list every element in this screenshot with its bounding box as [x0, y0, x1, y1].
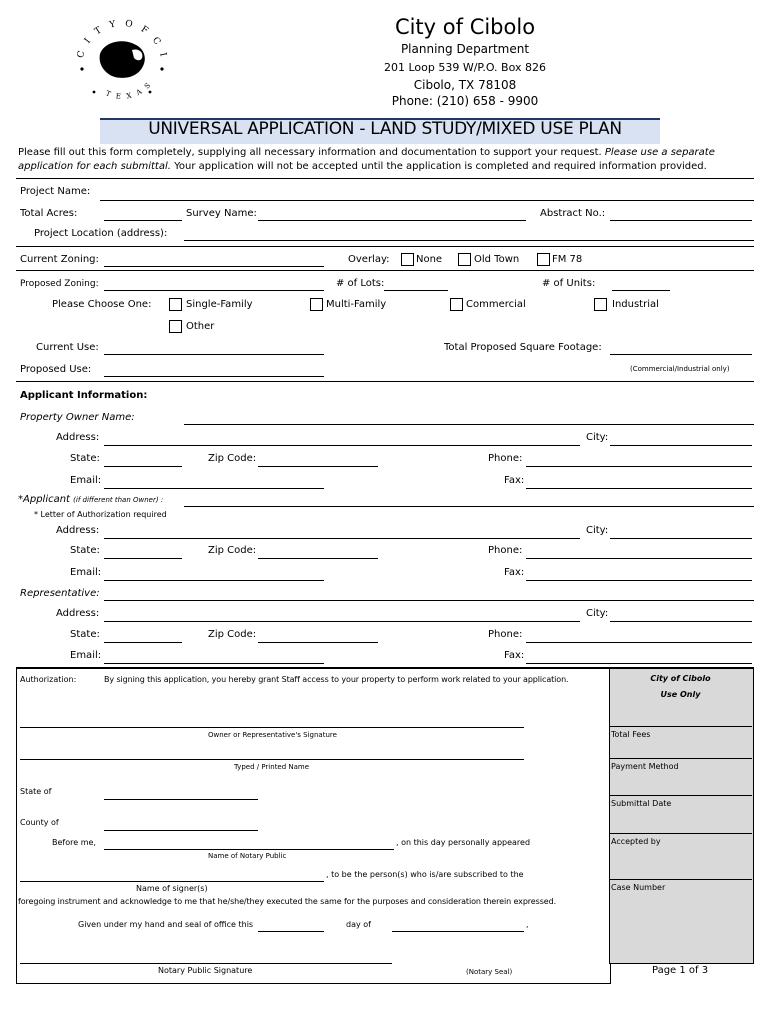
rep-address-label: Address: [56, 608, 100, 619]
office-divider [609, 726, 752, 727]
rep-zip-field[interactable] [258, 642, 378, 643]
payment-method-label: Payment Method [611, 762, 679, 771]
state-of-label: State of [20, 787, 52, 796]
single-family-label: Single-Family [186, 299, 253, 310]
applicant-phone-field[interactable] [526, 558, 752, 559]
industrial-label: Industrial [612, 299, 659, 310]
applicant-label [18, 494, 163, 505]
intro-text-1-italic: Please use a separate [604, 147, 715, 158]
applicant-zip-field[interactable] [258, 558, 378, 559]
project-name-label: Project Name: [20, 186, 91, 197]
office-divider [609, 879, 752, 880]
proposed-use-field[interactable] [104, 376, 324, 377]
rep-address-field[interactable] [104, 621, 580, 622]
owner-address-field[interactable] [104, 445, 580, 446]
svg-text:T E X A S: T E X A S [104, 80, 154, 101]
authorization-label: Authorization: [20, 675, 77, 684]
rep-city-field[interactable] [610, 621, 752, 622]
notary-signature-label: Notary Public Signature [158, 966, 253, 975]
applicant-phone-label: Phone: [488, 545, 523, 556]
printed-name-field[interactable] [20, 759, 524, 760]
other-checkbox[interactable] [169, 320, 182, 333]
personally-appeared-text: , on this day personally appeared [396, 838, 531, 847]
current-zoning-field[interactable] [104, 266, 324, 267]
county-of-field[interactable] [104, 830, 258, 831]
owner-state-field[interactable] [104, 466, 182, 467]
owner-zip-label: Zip Code: [208, 453, 257, 464]
case-number-label: Case Number [611, 883, 666, 892]
owner-signature-field[interactable] [20, 727, 524, 728]
rep-phone-label: Phone: [488, 629, 523, 640]
overlay-none-checkbox[interactable] [401, 253, 414, 266]
office-divider [609, 795, 752, 796]
given-month-field[interactable] [392, 931, 524, 932]
applicant-state-field[interactable] [104, 558, 182, 559]
survey-name-label: Survey Name: [186, 208, 257, 219]
owner-zip-field[interactable] [258, 466, 378, 467]
other-label: Other [186, 321, 215, 332]
applicant-fax-label: Fax: [504, 567, 525, 578]
address-line-2: Cibolo, TX 78108 [413, 78, 517, 92]
total-sqft-field[interactable] [610, 354, 752, 355]
applicant-note: (if different than Owner) : [73, 496, 164, 504]
rep-fax-label: Fax: [504, 650, 525, 661]
applicant-city-field[interactable] [610, 538, 752, 539]
overlay-label: Overlay: [348, 254, 390, 265]
office-divider [609, 758, 752, 759]
before-me-label: Before me, [52, 838, 96, 847]
overlay-fm78-label: FM 78 [552, 254, 583, 265]
representative-label: Representative: [20, 588, 100, 599]
intro-line-2 [18, 161, 707, 172]
overlay-old-town-label: Old Town [474, 254, 520, 265]
rep-state-label: State: [70, 629, 100, 640]
rep-zip-label: Zip Code: [208, 629, 257, 640]
notary-name-label: Name of Notary Public [208, 852, 287, 860]
submittal-date-label: Submittal Date [611, 799, 672, 808]
notary-name-field[interactable] [104, 849, 394, 850]
authorization-box [16, 667, 611, 984]
overlay-none-label: None [416, 254, 443, 265]
notary-seal-label: (Notary Seal) [466, 968, 513, 976]
total-fees-label: Total Fees [611, 730, 651, 739]
day-of-label: day of [346, 920, 371, 929]
abstract-no-field[interactable] [610, 220, 752, 221]
please-choose-label: Please Choose One: [52, 299, 152, 310]
owner-email-field[interactable] [104, 488, 324, 489]
office-title-1: City of Cibolo [650, 674, 711, 683]
intro-text-2: Your application will not be accepted until the application is completed and required information provided. [174, 161, 707, 172]
proposed-use-label: Proposed Use: [20, 364, 92, 375]
applicant-heading: Applicant Information: [20, 390, 148, 401]
intro-text-1: Please fill out this form completely, supplying all necessary information and documentation to support your request. [18, 147, 602, 158]
given-text: Given under my hand and seal of office this [78, 920, 254, 929]
owner-address-label: Address: [56, 432, 100, 443]
county-of-label: County of [20, 818, 59, 827]
num-lots-field[interactable] [384, 290, 448, 291]
applicant-address-label: Address: [56, 525, 100, 536]
owner-fax-label: Fax: [504, 475, 525, 486]
commercial-checkbox[interactable] [450, 298, 463, 311]
letter-note: * Letter of Authorization required [34, 510, 167, 519]
applicant-zip-label: Zip Code: [208, 545, 257, 556]
overlay-old-town-checkbox[interactable] [458, 253, 471, 266]
phone-line: Phone: (210) 658 - 9900 [391, 94, 539, 108]
proposed-zoning-field[interactable] [104, 290, 324, 291]
owner-city-label: City: [586, 432, 609, 443]
applicant-city-label: City: [586, 525, 609, 536]
owner-name-field[interactable] [184, 424, 754, 425]
total-acres-field[interactable] [104, 220, 182, 221]
commercial-note: (Commercial/Industrial only) [630, 365, 730, 373]
num-units-label: # of Units: [542, 278, 596, 289]
single-family-checkbox[interactable] [169, 298, 182, 311]
multi-family-checkbox[interactable] [310, 298, 323, 311]
department: Planning Department [400, 42, 530, 56]
divider [16, 178, 754, 179]
svg-text:C I T Y O F C I B O L O: C I T Y O F C I [75, 18, 169, 61]
divider [16, 270, 754, 271]
office-title-2: Use Only [660, 690, 701, 699]
representative-name-field[interactable] [104, 600, 754, 601]
given-day-field[interactable] [258, 931, 324, 932]
applicant-label-text: *Applicant [18, 494, 70, 505]
applicant-email-label: Email: [70, 567, 102, 578]
rep-city-label: City: [586, 608, 609, 619]
project-location-field[interactable] [184, 240, 754, 241]
accepted-by-label: Accepted by [611, 837, 661, 846]
foregoing-text: foregoing instrument and acknowledge to me that he/she/they executed the same for the purposes and consideration therein expressed. [18, 897, 557, 906]
proposed-zoning-label: Proposed Zoning: [20, 279, 99, 289]
survey-name-field[interactable] [258, 220, 526, 221]
divider [16, 246, 754, 247]
state-of-field[interactable] [104, 799, 258, 800]
applicant-email-field[interactable] [104, 580, 324, 581]
current-use-field[interactable] [104, 354, 324, 355]
current-zoning-label: Current Zoning: [20, 254, 99, 265]
num-units-field[interactable] [612, 290, 670, 291]
form-title: UNIVERSAL APPLICATION - LAND STUDY/MIXED USE PLAN [148, 119, 622, 139]
current-use-label: Current Use: [36, 342, 99, 353]
applicant-state-label: State: [70, 545, 100, 556]
owner-state-label: State: [70, 453, 100, 464]
total-sqft-label: Total Proposed Square Footage: [444, 342, 602, 353]
total-acres-label: Total Acres: [20, 208, 78, 219]
comma: , [526, 920, 529, 929]
multi-family-label: Multi-Family [326, 299, 387, 310]
divider [16, 381, 754, 382]
signer-name-field[interactable] [20, 881, 324, 882]
rep-email-field[interactable] [104, 663, 324, 664]
office-divider [609, 833, 752, 834]
rep-fax-field[interactable] [526, 663, 752, 664]
num-lots-label: # of Lots: [336, 278, 385, 289]
applicant-fax-field[interactable] [526, 580, 752, 581]
owner-city-field[interactable] [610, 445, 752, 446]
intro-line-1 [18, 147, 715, 158]
applicant-name-field[interactable] [184, 506, 754, 507]
abstract-no-label: Abstract No.: [540, 208, 606, 219]
rep-state-field[interactable] [104, 642, 182, 643]
office-use-panel [609, 667, 754, 964]
owner-phone-field[interactable] [526, 466, 752, 467]
owner-email-label: Email: [70, 475, 102, 486]
commercial-label: Commercial [466, 299, 526, 310]
notary-signature-field[interactable] [20, 963, 392, 964]
owner-name-label: Property Owner Name: [20, 412, 135, 423]
intro-text-2-italic: application for each submittal. [18, 161, 171, 172]
subscribed-text: , to be the person(s) who is/are subscribed to the [326, 870, 524, 879]
industrial-checkbox[interactable] [594, 298, 607, 311]
address-line-1: 201 Loop 539 W/P.O. Box 826 [383, 61, 546, 74]
city-title: City of Cibolo [394, 15, 536, 39]
signer-name-label: Name of signer(s) [136, 884, 208, 893]
rep-phone-field[interactable] [526, 642, 752, 643]
rep-email-label: Email: [70, 650, 102, 661]
page-number: Page 1 of 3 [652, 965, 709, 976]
authorization-text: By signing this application, you hereby grant Staff access to your property to perform work related to your application. [104, 675, 569, 684]
project-name-field[interactable] [100, 200, 754, 201]
printed-name-label: Typed / Printed Name [234, 763, 310, 771]
project-location-label: Project Location (address): [34, 228, 168, 239]
owner-phone-label: Phone: [488, 453, 523, 464]
applicant-address-field[interactable] [104, 538, 580, 539]
owner-fax-field[interactable] [526, 488, 752, 489]
overlay-fm78-checkbox[interactable] [537, 253, 550, 266]
owner-signature-label: Owner or Representative's Signature [208, 731, 337, 739]
